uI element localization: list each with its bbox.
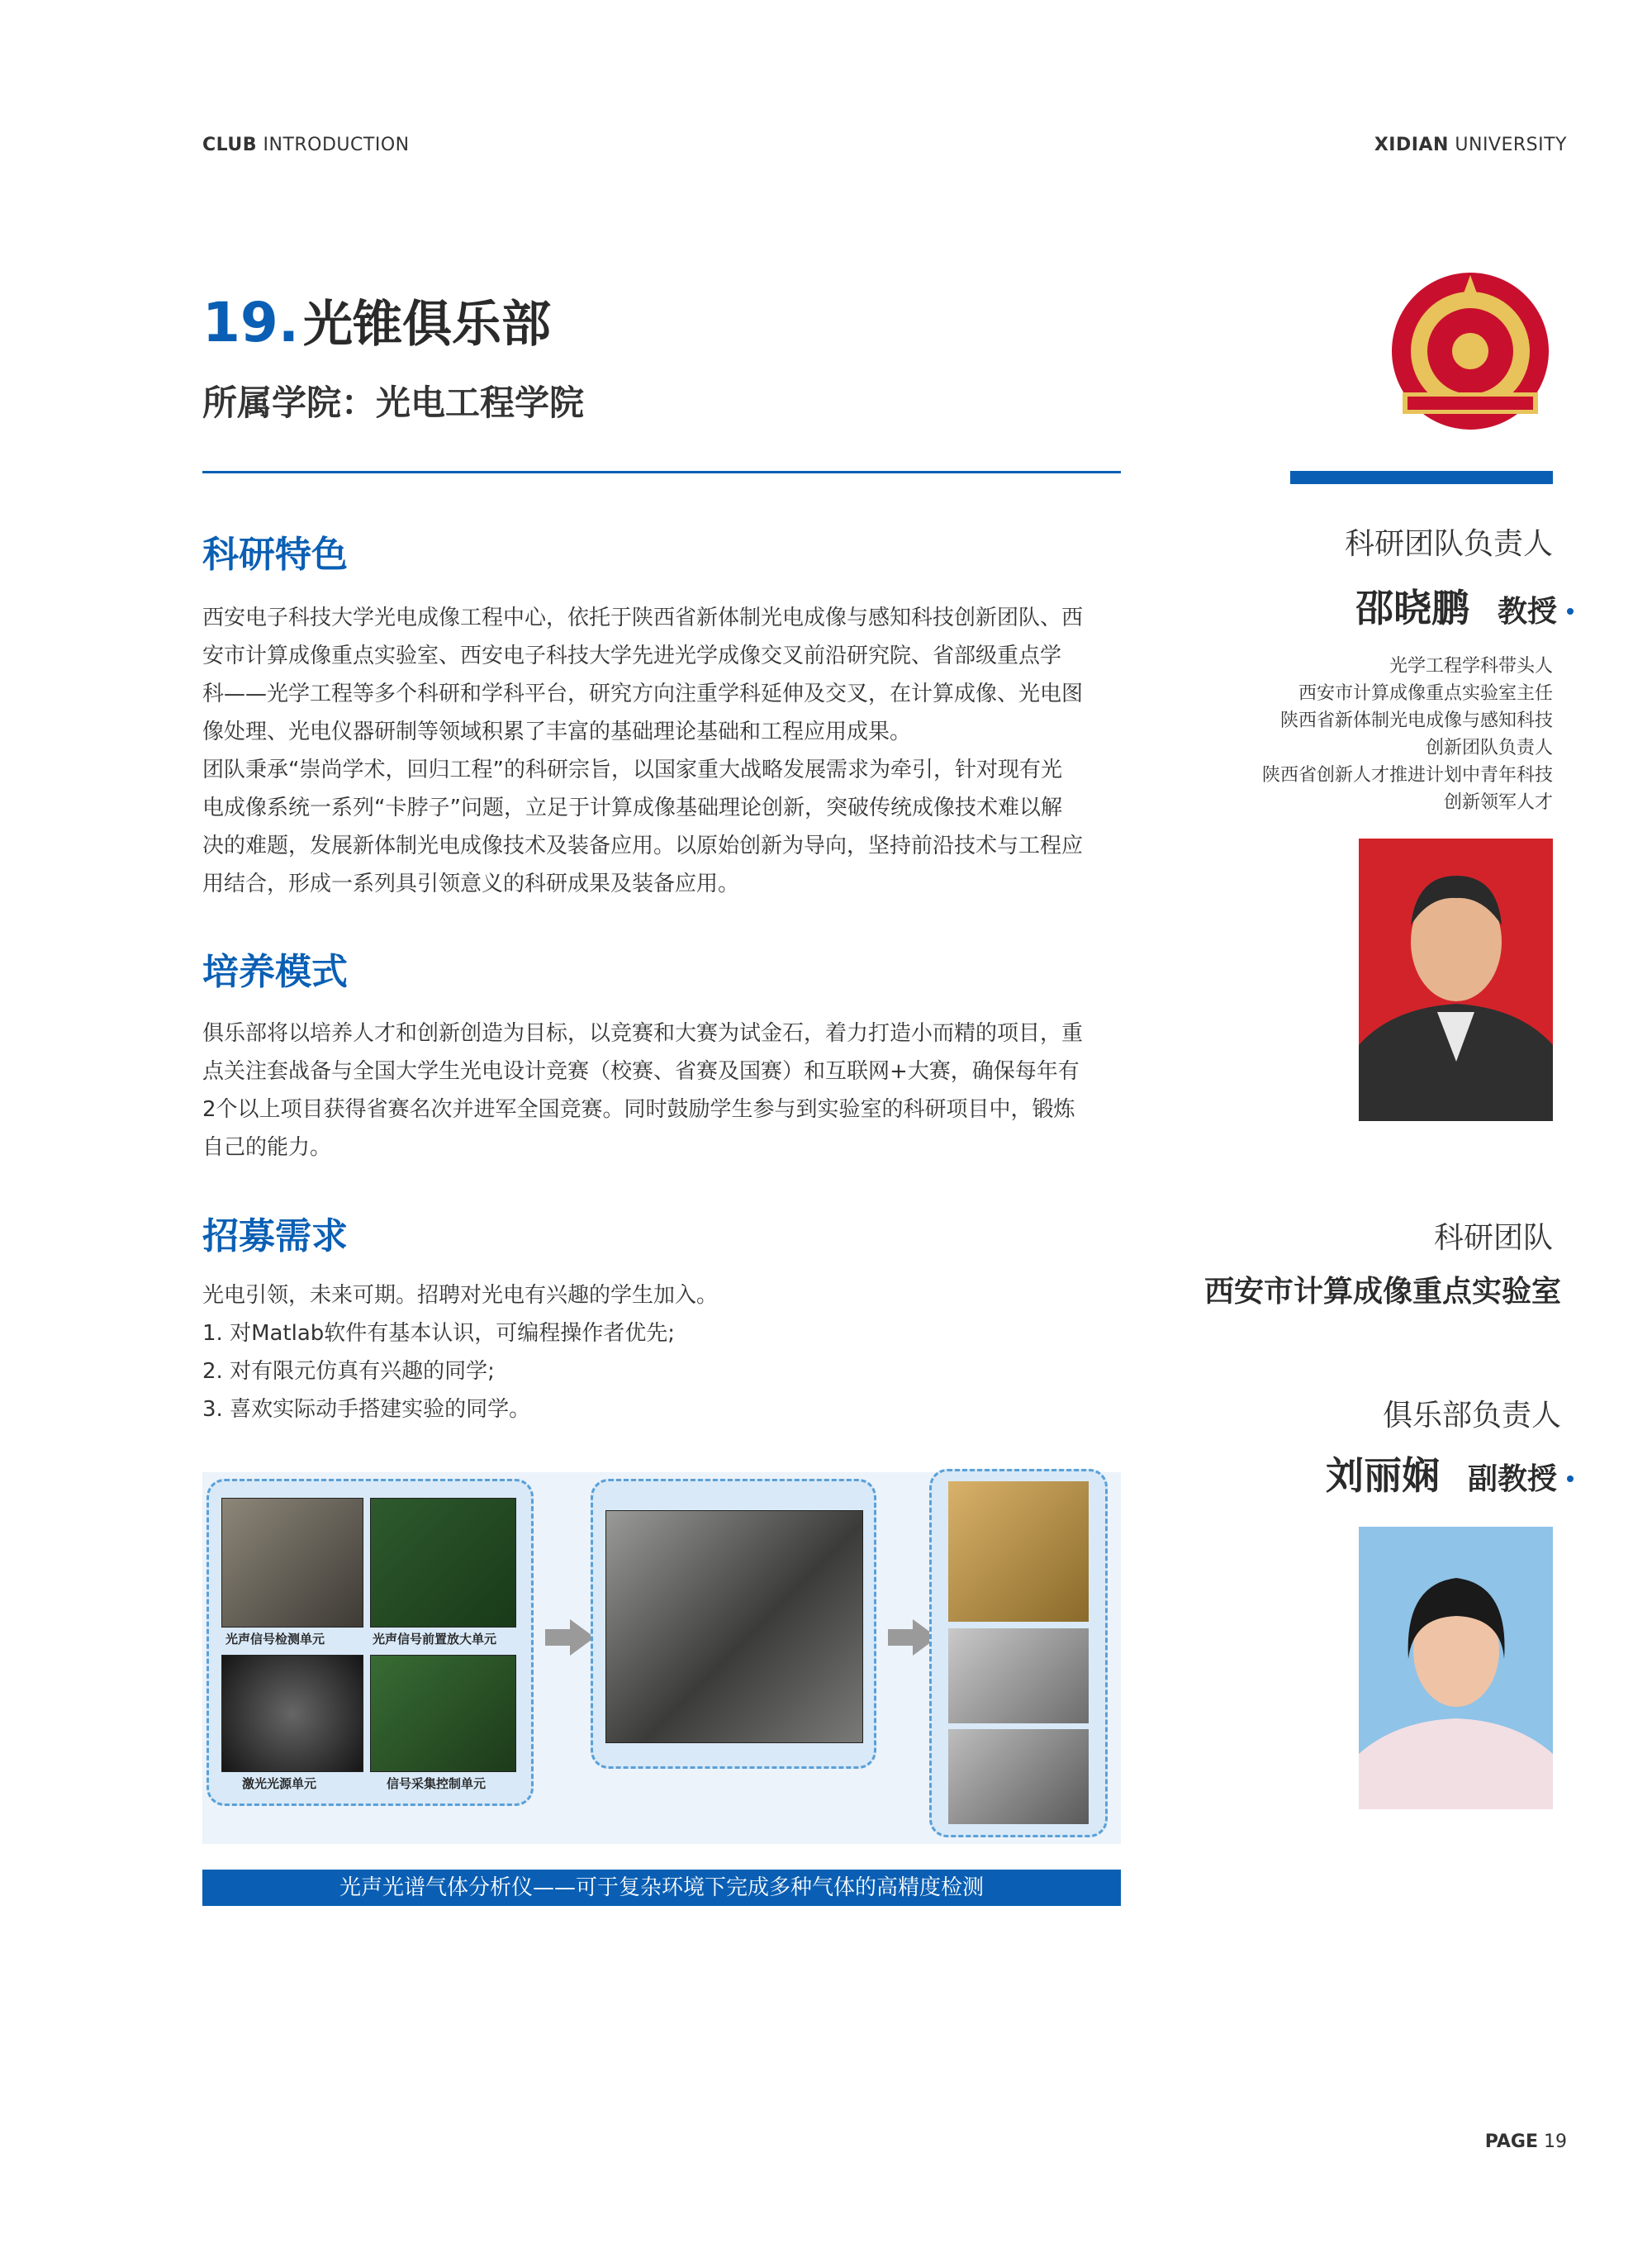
text-line: 决的难题，发展新体制光电成像技术及装备应用。以原始创新为导向，坚持前沿技术与工程应: [202, 834, 1084, 858]
photo-preamp-unit: [370, 1498, 516, 1628]
figure-panel-assembly: [591, 1479, 876, 1769]
text-line: 西安电子科技大学光电成像工程中心，依托于陕西省新体制光电成像与感知科技创新团队、西: [202, 606, 1084, 630]
text-line: 像处理、光电仪器研制等领域积累了丰富的基础理论基础和工程应用成果。: [202, 720, 912, 744]
text-line: 电成像系统一系列“卡脖子”问题，立足于计算成像基础理论创新，突破传统成像技术难以解: [202, 796, 1062, 820]
role-line: 光学工程学科带头人: [1389, 656, 1553, 677]
leader-roles: [1262, 653, 1553, 816]
text-line: 科——光学工程等多个科研和学科平台，研究方向注重学科延伸及交叉，在计算成像、光电图: [202, 682, 1084, 706]
sidebar-accent-bar: [1290, 471, 1553, 484]
club-name: 光锥俱乐部: [303, 296, 552, 354]
photo-laser-unit: [221, 1655, 363, 1772]
text-line: 俱乐部将以培养人才和创新创造为目标，以竞赛和大赛为试金石，着力打造小而精的项目，重: [202, 1021, 1084, 1046]
title-divider: [202, 471, 1121, 473]
role-line: 创新领军人才: [1443, 792, 1553, 813]
portrait-icon: [1359, 839, 1553, 1121]
club-number: 19.: [202, 291, 299, 354]
header-left: CLUB INTRODUCTION: [202, 135, 410, 155]
text-line: 团队秉承“崇尚学术，回归工程”的科研宗旨，以国家重大战略发展需求为牵引，针对现有光: [202, 758, 1062, 782]
text-line: 2. 对有限元仿真有兴趣的同学;: [202, 1359, 495, 1384]
figure-caption: 光声光谱气体分析仪——可于复杂环境下完成多种气体的高精度检测: [202, 1870, 1121, 1906]
text-line: 点关注套战备与全国大学生光电设计竞赛（校赛、省赛及国赛）和互联网+大赛，确保每年有: [202, 1059, 1080, 1084]
leader-name-line: [1355, 578, 1574, 633]
role-line: 陕西省创新人才推进计划中青年科技: [1261, 765, 1553, 786]
bullet-icon: [1567, 1476, 1574, 1482]
text-line: 安市计算成像重点实验室、西安电子科技大学先进光学成像交叉前沿研究院、省部级重点学: [202, 644, 1062, 668]
photo-gas-cell: [948, 1628, 1089, 1723]
figure-panel-units: [206, 1479, 534, 1806]
page-number: PAGE 19: [1484, 2131, 1567, 2152]
section-heading-training: 培养模式: [202, 951, 348, 993]
text-line: 自己的能力。: [202, 1135, 332, 1160]
research-text: [202, 599, 1127, 903]
text-line: 3. 喜欢实际动手搭建实验的同学。: [202, 1397, 531, 1422]
club-leader-name: 刘丽娴: [1325, 1453, 1440, 1498]
unit-label: 光声信号检测单元: [225, 1632, 325, 1647]
team-label: 科研团队: [1433, 1221, 1553, 1255]
page-title: [202, 285, 551, 356]
training-text: [202, 1015, 1127, 1167]
role-line: 创新团队负责人: [1425, 738, 1553, 758]
leader-name: 邵晓鹏: [1355, 586, 1469, 630]
photo-detection-unit: [221, 1498, 363, 1628]
university-emblem: [1388, 268, 1553, 434]
recruit-text: [202, 1276, 1127, 1428]
role-line: 西安市计算成像重点实验室主任: [1298, 683, 1553, 704]
club-leader-title: 副教授: [1467, 1462, 1557, 1496]
header-right: XIDIAN UNIVERSITY: [1374, 135, 1567, 155]
leader-photo: [1359, 839, 1553, 1121]
photo-assembled-device: [605, 1510, 863, 1743]
emblem-icon: [1388, 268, 1553, 434]
leader-title: 教授: [1497, 595, 1557, 629]
text-line: 2个以上项目获得省赛名次并进军全国竞赛。同时鼓励学生参与到实验室的科研项目中，锻炼: [202, 1097, 1075, 1122]
role-line: 陕西省新体制光电成像与感知科技: [1279, 710, 1553, 731]
team-name: 西安市计算成像重点实验室: [1203, 1275, 1561, 1309]
unit-label: 信号采集控制单元: [387, 1776, 487, 1791]
section-heading-research: 科研特色: [202, 534, 348, 576]
club-leader-label: 俱乐部负责人: [1382, 1399, 1561, 1433]
club-leader-photo: [1359, 1527, 1553, 1809]
photo-sensor-head: [948, 1729, 1089, 1824]
text-line: 用结合，形成一系列具引领意义的科研成果及装备应用。: [202, 872, 740, 896]
unit-label: 激光光源单元: [242, 1776, 317, 1791]
text-line: 1. 对Matlab软件有基本认识，可编程操作者优先;: [202, 1321, 676, 1346]
club-leader-name-line: [1326, 1446, 1574, 1500]
college-subtitle: 所属学院：光电工程学院: [202, 383, 585, 423]
unit-label: 光声信号前置放大单元: [373, 1632, 497, 1647]
text-line: 光电引领，未来可期。招聘对光电有兴趣的学生加入。: [202, 1283, 719, 1308]
photo-acquisition-unit: [370, 1655, 516, 1772]
leader-label: 科研团队负责人: [1344, 527, 1553, 561]
figure-panel-products: [929, 1469, 1108, 1837]
portrait-icon: [1359, 1527, 1553, 1809]
bullet-icon: [1567, 608, 1574, 615]
section-heading-recruit: 招募需求: [202, 1215, 348, 1257]
photo-laser-module: [948, 1481, 1089, 1622]
